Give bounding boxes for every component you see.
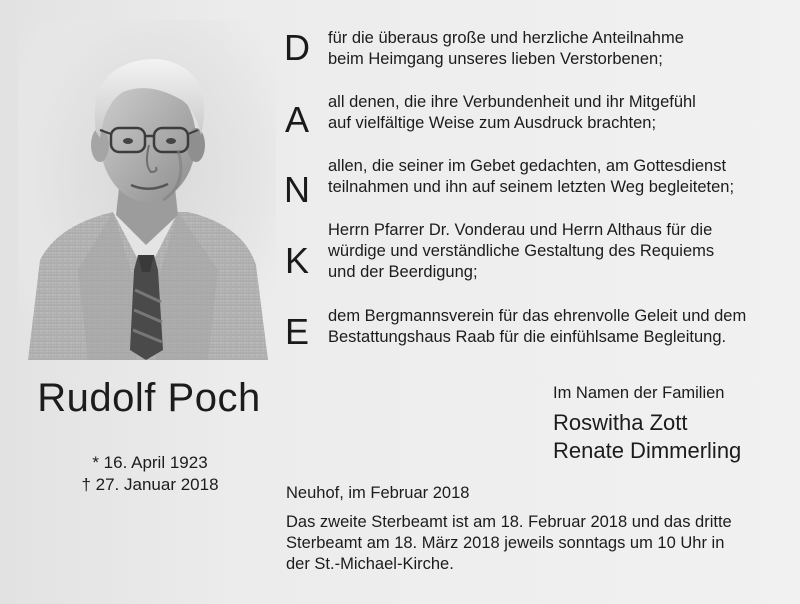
life-dates: [40, 452, 260, 496]
text-line: und der Beerdigung;: [328, 263, 478, 281]
portrait-photo: [18, 20, 276, 360]
danke-letter-n: N: [284, 169, 310, 210]
text-line: Herrn Pfarrer Dr. Vonderau und Herrn Althaus für die: [328, 221, 713, 239]
text-line: Bestattungshaus Raab für die einfühlsame Begleitung.: [328, 328, 727, 346]
text-line: dem Bergmannsverein für das ehrenvolle Geleit und dem: [328, 307, 747, 325]
danke-letter-e: E: [284, 311, 309, 352]
text-line: würdige und verständliche Gestaltung des Requiems: [328, 242, 715, 260]
thanks-paragraph-2: [328, 92, 788, 134]
family-name-1: Roswitha Zott: [553, 410, 688, 435]
text-line: all denen, die ihre Verbundenheit und ihr Mitgefühl: [328, 93, 696, 111]
text-line: teilnahmen und ihn auf seinem letzten Weg begleiteten;: [328, 178, 735, 196]
thanks-paragraph-5: [328, 306, 788, 348]
danke-letter-a: A: [284, 99, 309, 140]
family-intro: Im Namen der Familien: [553, 384, 725, 402]
text-line: Das zweite Sterbeamt ist am 18. Februar 2018 und das dritte: [286, 513, 732, 531]
thanks-paragraph-1: [328, 28, 788, 70]
text-line: allen, die seiner im Gebet gedachten, am Gottesdienst: [328, 157, 727, 175]
place-date: Neuhof, im Februar 2018: [286, 484, 470, 502]
text-line: der St.-Michael-Kirche.: [286, 555, 454, 573]
deceased-name: Rudolf Poch: [37, 376, 261, 420]
family-name-2: Renate Dimmerling: [553, 438, 742, 463]
danke-letter-k: K: [284, 240, 309, 281]
death-date: † 27. Januar 2018: [81, 475, 219, 494]
thanks-paragraph-4: [328, 220, 788, 283]
birth-date: * 16. April 1923: [92, 453, 208, 472]
text-line: beim Heimgang unseres lieben Verstorbenen;: [328, 50, 663, 68]
text-line: für die überaus große und herzliche Anteilnahme: [328, 29, 684, 47]
text-line: auf vielfältige Weise zum Ausdruck brachten;: [328, 114, 657, 132]
service-info: [286, 512, 786, 575]
text-line: Sterbeamt am 18. März 2018 jeweils sonntags um 10 Uhr in: [286, 534, 725, 552]
thanks-paragraph-3: [328, 156, 788, 198]
danke-letter-d: D: [284, 27, 310, 68]
